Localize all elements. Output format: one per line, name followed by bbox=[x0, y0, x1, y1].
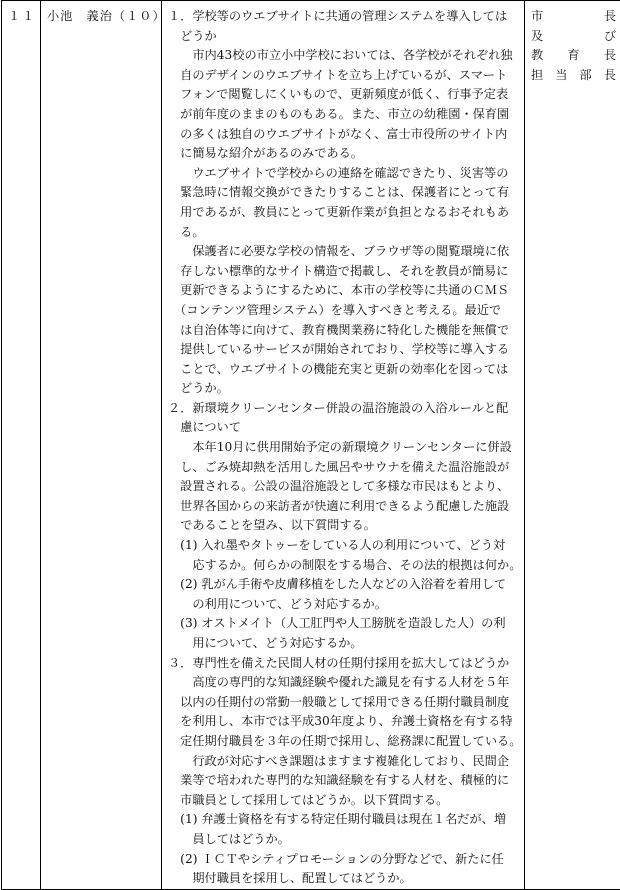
respondent-line bbox=[531, 66, 616, 86]
content-line: (1) 入れ墨やタトゥーをしている人の利用について、どう対 bbox=[168, 536, 524, 556]
content-line: (2) ＩＣＴやシティプロモーションの分野などで、新たに任 bbox=[168, 850, 524, 870]
content-line: 保護者に必要な学校の情報を、ブラウザ等の閲覧環境に依 bbox=[168, 242, 524, 262]
question-number: １１ bbox=[2, 1, 40, 27]
content-line: 提供しているサービスが開始されており、学校等に導入する bbox=[168, 340, 524, 360]
table-row bbox=[2, 1, 620, 890]
content-line: 応するか。何らかの制限をする場合、その法的根拠は何か。 bbox=[168, 556, 524, 576]
content-line: 定任期付職員を３年の任期で採用し、総務課に配置している。 bbox=[168, 732, 524, 752]
questioner-name: 小池 義治（１０） bbox=[41, 1, 161, 27]
content-line: 以内の任期付の常勤一般職として採用できる任期付職員制度 bbox=[168, 693, 524, 713]
respondent-char: 長 bbox=[604, 7, 616, 27]
content-line: 世界各国からの来訪者が快適に利用できるよう配慮した施設 bbox=[168, 497, 524, 517]
content-line: ２．新環境クリーンセンター併設の温浴施設の入浴ルールと配 bbox=[168, 399, 524, 419]
respondent-list bbox=[525, 1, 620, 85]
content-line: 業等で培われた専門的な知識経験を有する人材を、積極的に bbox=[168, 771, 524, 791]
respondent-line bbox=[531, 7, 616, 27]
content-line: 自のデザインのウエブサイトを立ち上げているが、スマート bbox=[168, 66, 524, 86]
content-line: ウエブサイトで学校からの連絡を確認できたり、災害等の bbox=[168, 164, 524, 184]
content-line: １．学校等のウエブサイトに共通の管理システムを導入しては bbox=[168, 7, 524, 27]
content-line: ３．専門性を備えた民間人材の任期付採用を拡大してはどうか bbox=[168, 654, 524, 674]
respondent-line bbox=[531, 27, 616, 47]
content-line: (1) 弁護士資格を有する特定任期付職員は現在１名だが、増 bbox=[168, 810, 524, 830]
respondent-char: び bbox=[604, 27, 616, 47]
content-line: 市職員として採用してはどうか。以下質問する。 bbox=[168, 791, 524, 811]
content-line: 慮について bbox=[168, 418, 524, 438]
content-line: の多くは独自のウエブサイトがなく、富士市役所のサイト内 bbox=[168, 125, 524, 145]
content-cell bbox=[162, 1, 525, 890]
respondent-char: 市 bbox=[531, 7, 543, 27]
respondent-line bbox=[531, 46, 616, 66]
content-line: 市内43校の市立小中学校においては、各学校がそれぞれ独 bbox=[168, 46, 524, 66]
content-line: 員してはどうか。 bbox=[168, 830, 524, 850]
question-table bbox=[1, 0, 620, 890]
respondent-char: 長 bbox=[604, 66, 616, 86]
content-line: 更新できるようにするために、本市の学校等に共通のＣＭＳ bbox=[168, 281, 524, 301]
number-cell bbox=[2, 1, 41, 890]
respondent-char: 及 bbox=[531, 27, 543, 47]
content-line: （コンテンツ管理システム）を導入すべきと考える。最近で bbox=[168, 301, 524, 321]
respondent-cell bbox=[525, 1, 620, 890]
content-line: 本年10月に供用開始予定の新環境クリーンセンターに併設 bbox=[168, 438, 524, 458]
content-line: は自治体等に向けて、教育機関業務に特化した機能を無償で bbox=[168, 321, 524, 341]
respondent-char: 部 bbox=[580, 66, 592, 86]
content-line: に簡易な紹介があるのみである。 bbox=[168, 144, 524, 164]
content-line: 設置される。公設の温浴施設として多様な市民はもとより、 bbox=[168, 477, 524, 497]
content-line: が前年度のままのものもある。また、市立の幼稚園・保育園 bbox=[168, 105, 524, 125]
content-line: 行政が対応すべき課題はますます複雑化しており、民間企 bbox=[168, 752, 524, 772]
respondent-char: 当 bbox=[555, 66, 567, 86]
content-line: を利用し、本市では平成30年度より、弁護士資格を有する特 bbox=[168, 712, 524, 732]
content-line: どうか bbox=[168, 27, 524, 47]
content-line: 用について、どう対応するか。 bbox=[168, 634, 524, 654]
respondent-char: 担 bbox=[531, 66, 543, 86]
content-line: 期付職員を採用し、配置してはどうか。 bbox=[168, 869, 524, 889]
content-line: し、ごみ焼却熱を活用した風呂やサウナを備えた温浴施設が bbox=[168, 458, 524, 478]
content-line: フォンで閲覧しにくいもので、更新頻度が低く、行事予定表 bbox=[168, 85, 524, 105]
respondent-char: 長 bbox=[604, 46, 616, 66]
content-line: (2) 乳がん手術や皮膚移植をした人などの入浴着を着用して bbox=[168, 575, 524, 595]
content-line: 存しない標準的なサイト構造で掲載し、それを教員が簡易に bbox=[168, 262, 524, 282]
content-line: (3) オストメイト（人工肛門や人工膀胱を造設した人）の利 bbox=[168, 614, 524, 634]
name-cell bbox=[41, 1, 162, 890]
content-line: る。 bbox=[168, 223, 524, 243]
respondent-char: 育 bbox=[567, 46, 579, 66]
question-content bbox=[162, 1, 524, 889]
content-line: の利用について、どう対応するか。 bbox=[168, 595, 524, 615]
respondent-char: 教 bbox=[531, 46, 543, 66]
content-line: 緊急時に情報交換ができたりすることは、保護者にとって有 bbox=[168, 183, 524, 203]
content-line: どうか。 bbox=[168, 379, 524, 399]
content-line: ことで、ウエブサイトの機能充実と更新の効率化を図っては bbox=[168, 360, 524, 380]
content-line: 高度の専門的な知識経験や優れた識見を有する人材を５年 bbox=[168, 673, 524, 693]
content-line: であることを望み、以下質問する。 bbox=[168, 516, 524, 536]
content-line: 用であるが、教員にとって更新作業が負担となるおそれもあ bbox=[168, 203, 524, 223]
